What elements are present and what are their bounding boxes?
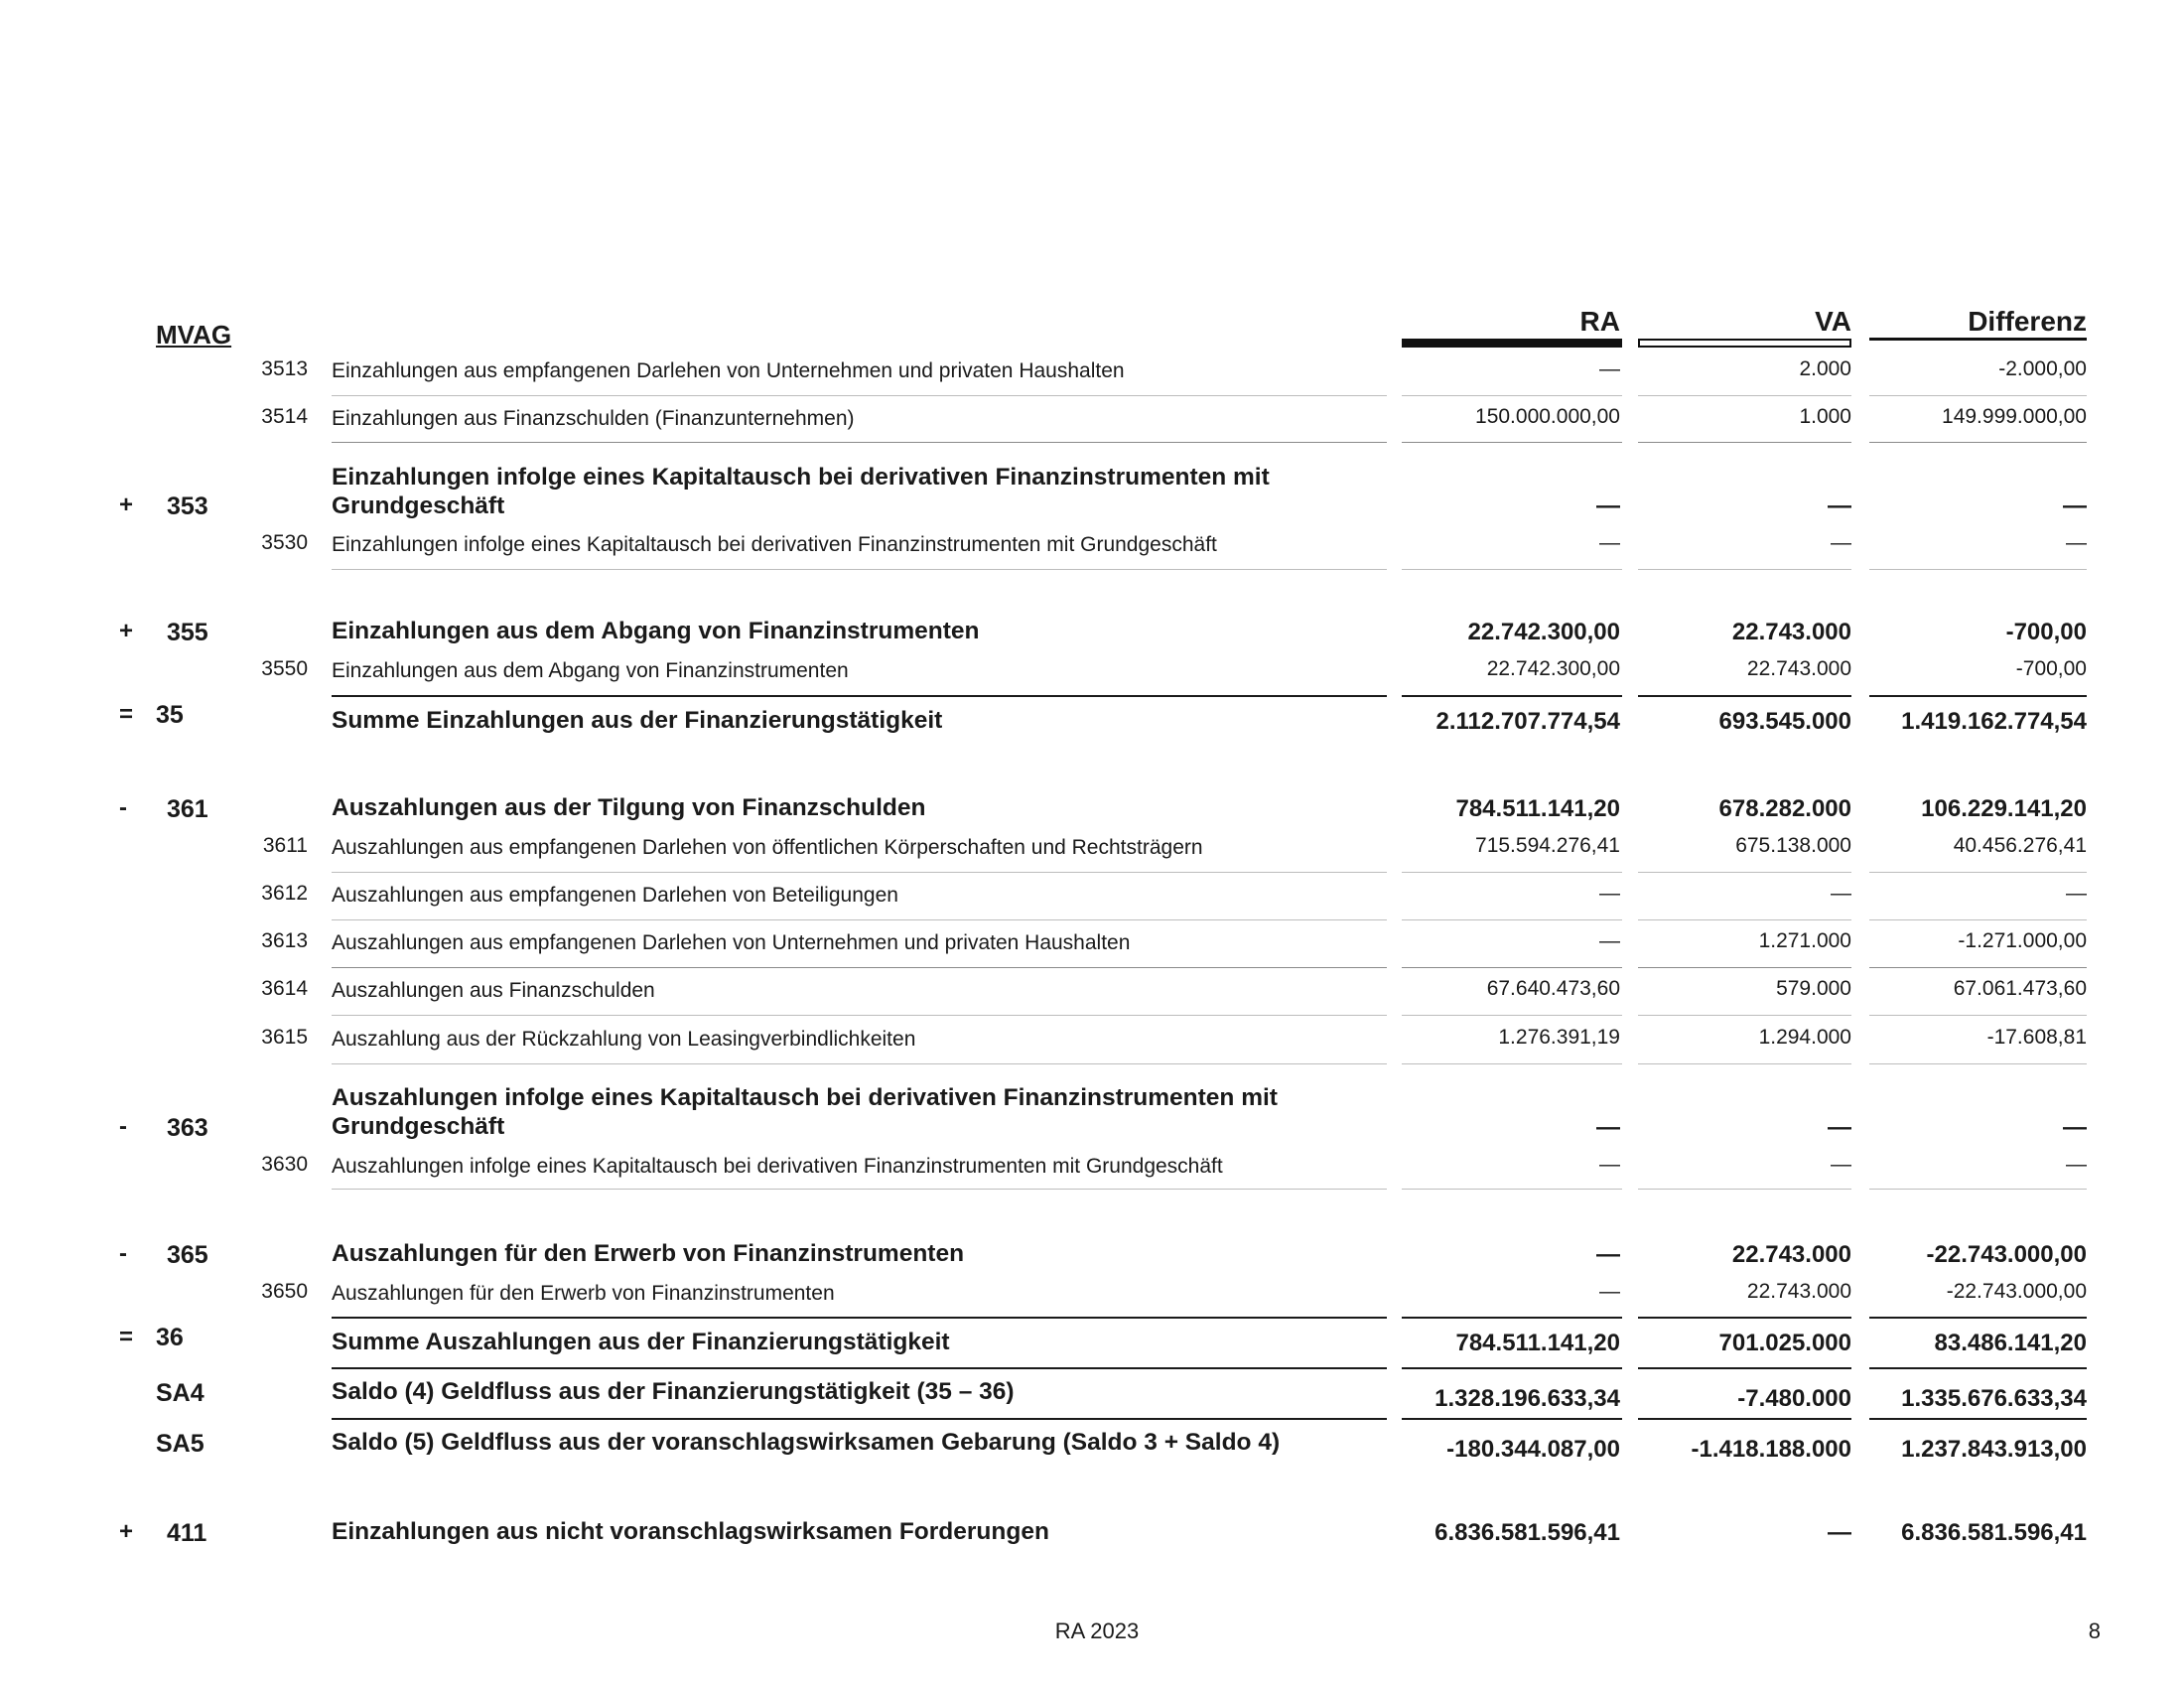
row-va-value: 22.743.000	[1746, 657, 1851, 680]
row-description: Summe Einzahlungen aus der Finanzierungstätigkeit	[332, 707, 943, 734]
row-group-code: 36	[156, 1324, 184, 1351]
row-va-value: -7.480.000	[1737, 1385, 1851, 1412]
row-ra-value: —	[1596, 492, 1620, 519]
row-ra-value: 1.276.391,19	[1498, 1026, 1620, 1049]
row-differenz-value: 149.999.000,00	[1942, 405, 2087, 428]
column-header-differenz: Differenz	[1968, 306, 2087, 337]
row-ra-value: —	[1599, 1280, 1620, 1303]
row-va-value: —	[1828, 1519, 1851, 1546]
row-ra-value: 67.640.473,60	[1486, 977, 1620, 1000]
row-divider	[332, 569, 1387, 570]
row-va-value: 579.000	[1776, 977, 1851, 1000]
row-differenz-value: -22.743.000,00	[1946, 1280, 2087, 1303]
row-ra-value: 1.328.196.633,34	[1434, 1385, 1620, 1412]
row-va-value: —	[1828, 1114, 1851, 1141]
row-differenz-value: -700,00	[2015, 657, 2087, 680]
row-description: Einzahlungen aus empfangenen Darlehen von Unternehmen und privaten Haushalten	[332, 359, 1125, 382]
row-divider	[1869, 919, 2087, 920]
row-va-value: 701.025.000	[1718, 1330, 1851, 1356]
row-va-value: 22.743.000	[1746, 1280, 1851, 1303]
row-divider	[332, 872, 1387, 873]
row-group-code: 411	[167, 1519, 207, 1547]
row-code: 3612	[261, 882, 308, 905]
row-ra-value: —	[1599, 357, 1620, 380]
row-ra-value: —	[1599, 882, 1620, 905]
row-va-value: —	[1831, 531, 1851, 554]
row-ra-value: —	[1596, 1241, 1620, 1268]
row-code: 3650	[261, 1280, 308, 1303]
row-divider	[1638, 1015, 1851, 1016]
row-divider	[1869, 1015, 2087, 1016]
row-group-code: 353	[167, 492, 208, 520]
sum-divider	[1869, 695, 2087, 697]
row-differenz-value: —	[2063, 492, 2087, 519]
row-ra-value: —	[1599, 1153, 1620, 1176]
row-code: 3614	[261, 977, 308, 1000]
row-ra-value: 22.742.300,00	[1486, 657, 1620, 680]
row-va-value: —	[1831, 882, 1851, 905]
row-divider	[1402, 1015, 1622, 1016]
row-description: Auszahlung aus der Rückzahlung von Leasingverbindlichkeiten	[332, 1028, 916, 1051]
row-description: Einzahlungen aus Finanzschulden (Finanzunternehmen)	[332, 407, 855, 430]
row-differenz-value: 1.419.162.774,54	[1901, 708, 2087, 735]
row-description: Auszahlungen aus der Tilgung von Finanzschulden	[332, 794, 926, 821]
row-divider	[1869, 395, 2087, 396]
row-sign: -	[119, 1113, 127, 1140]
row-code: 3630	[261, 1153, 308, 1176]
row-divider	[332, 1189, 1387, 1190]
row-sign: =	[119, 1324, 134, 1350]
footer-document-label: RA 2023	[1054, 1618, 1140, 1643]
row-group-code: 35	[156, 701, 184, 729]
sum-divider	[1869, 1367, 2087, 1369]
row-description: Einzahlungen aus dem Abgang von Finanzinstrumenten	[332, 659, 849, 682]
mvag-header: MVAG	[156, 320, 232, 350]
row-group-code: SA5	[156, 1430, 205, 1458]
row-sign: +	[119, 618, 134, 644]
sum-divider	[1402, 695, 1622, 697]
row-differenz-value: —	[2066, 882, 2087, 905]
row-divider	[1402, 395, 1622, 396]
row-divider	[1402, 1189, 1622, 1190]
row-divider	[332, 919, 1387, 920]
row-ra-value: 784.511.141,20	[1455, 795, 1620, 822]
row-sign: +	[119, 1518, 134, 1545]
row-divider	[1869, 1189, 2087, 1190]
sum-divider	[332, 1317, 1387, 1319]
column-header-ra: RA	[1579, 306, 1620, 337]
row-va-value: —	[1831, 1153, 1851, 1176]
row-differenz-value: -700,00	[2005, 619, 2087, 645]
row-va-value: 678.282.000	[1718, 795, 1851, 822]
row-description: Summe Auszahlungen aus der Finanzierungstätigkeit	[332, 1329, 950, 1355]
row-divider	[1638, 442, 1851, 443]
row-differenz-value: —	[2066, 1153, 2087, 1176]
row-description: Einzahlungen aus dem Abgang von Finanzinstrumenten	[332, 618, 980, 644]
sum-divider	[1869, 1317, 2087, 1319]
row-divider	[1638, 1063, 1851, 1064]
row-description: Einzahlungen infolge eines Kapitaltausch bei derivativen Finanzinstrumenten mit Grundgeschäft	[332, 533, 1217, 556]
row-divider	[1402, 1063, 1622, 1064]
row-divider	[1402, 919, 1622, 920]
row-va-value: 22.743.000	[1731, 619, 1851, 645]
row-divider	[332, 442, 1387, 443]
row-differenz-value: 83.486.141,20	[1934, 1330, 2087, 1356]
row-va-value: 675.138.000	[1735, 834, 1851, 857]
row-code: 3613	[261, 929, 308, 952]
row-code: 3615	[261, 1026, 308, 1049]
row-divider	[1869, 569, 2087, 570]
row-group-code: 361	[167, 795, 208, 823]
row-differenz-value: —	[2063, 1114, 2087, 1141]
row-description: Saldo (4) Geldfluss aus der Finanzierungstätigkeit (35 – 36)	[332, 1378, 1015, 1405]
row-differenz-value: 6.836.581.596,41	[1901, 1519, 2087, 1546]
row-differenz-value: 1.237.843.913,00	[1901, 1436, 2087, 1463]
row-ra-value: 784.511.141,20	[1455, 1330, 1620, 1356]
sum-divider	[1638, 695, 1851, 697]
row-divider	[1869, 967, 2087, 968]
row-divider	[1402, 442, 1622, 443]
row-ra-value: 6.836.581.596,41	[1434, 1519, 1620, 1546]
row-va-value: 1.294.000	[1758, 1026, 1851, 1049]
row-description: Auszahlungen infolge eines Kapitaltausch bei derivativen Finanzinstrumenten mit Grundgeschäft	[332, 1084, 1278, 1140]
row-ra-value: —	[1599, 531, 1620, 554]
row-va-value: —	[1828, 492, 1851, 519]
sum-divider	[1638, 1367, 1851, 1369]
page-number: 8	[2088, 1618, 2101, 1643]
row-code: 3514	[261, 405, 308, 428]
row-divider	[1638, 1189, 1851, 1190]
row-va-value: 1.000	[1799, 405, 1851, 428]
row-code: 3611	[262, 834, 308, 857]
sum-divider	[1638, 1317, 1851, 1319]
sum-divider	[332, 1418, 1387, 1420]
row-sign: -	[119, 1240, 127, 1267]
row-description: Auszahlungen aus empfangenen Darlehen von Beteiligungen	[332, 884, 898, 907]
row-ra-value: 150.000.000,00	[1475, 405, 1620, 428]
row-differenz-value: 106.229.141,20	[1921, 795, 2087, 822]
row-divider	[1869, 1063, 2087, 1064]
row-differenz-value: 1.335.676.633,34	[1901, 1385, 2087, 1412]
row-ra-value: —	[1596, 1114, 1620, 1141]
row-divider	[1638, 569, 1851, 570]
row-code: 3513	[261, 357, 308, 380]
row-divider	[332, 967, 1387, 968]
row-description: Auszahlungen infolge eines Kapitaltausch bei derivativen Finanzinstrumenten mit Grundgeschäft	[332, 1155, 1223, 1178]
differenz-header-bar	[1869, 338, 2087, 341]
row-differenz-value: 67.061.473,60	[1953, 977, 2087, 1000]
row-differenz-value: -1.271.000,00	[1958, 929, 2087, 952]
row-ra-value: 2.112.707.774,54	[1435, 708, 1620, 735]
row-description: Auszahlungen aus empfangenen Darlehen von Unternehmen und privaten Haushalten	[332, 931, 1131, 954]
row-group-code: 365	[167, 1241, 208, 1269]
row-description: Saldo (5) Geldfluss aus der voranschlagswirksamen Gebarung (Saldo 3 + Saldo 4)	[332, 1429, 1281, 1456]
sum-divider	[1638, 1418, 1851, 1420]
sum-divider	[1869, 1418, 2087, 1420]
row-ra-value: —	[1599, 929, 1620, 952]
row-description: Auszahlungen für den Erwerb von Finanzinstrumenten	[332, 1282, 835, 1305]
row-description: Auszahlungen aus Finanzschulden	[332, 979, 655, 1002]
row-va-value: 22.743.000	[1731, 1241, 1851, 1268]
row-sign: =	[119, 701, 134, 728]
row-differenz-value: -22.743.000,00	[1926, 1241, 2087, 1268]
row-divider	[1869, 872, 2087, 873]
sum-divider	[332, 695, 1387, 697]
row-divider	[1638, 919, 1851, 920]
row-code: 3550	[261, 657, 308, 680]
row-ra-value: 22.742.300,00	[1467, 619, 1620, 645]
row-divider	[332, 1063, 1387, 1064]
ra-header-bar	[1402, 339, 1622, 348]
row-description: Einzahlungen aus nicht voranschlagswirksamen Forderungen	[332, 1518, 1049, 1545]
row-description: Auszahlungen aus empfangenen Darlehen von öffentlichen Körperschaften und Rechtsträgern	[332, 836, 1203, 859]
row-sign: -	[119, 794, 127, 821]
row-divider	[1638, 967, 1851, 968]
column-header-va: VA	[1815, 306, 1851, 337]
row-va-value: 693.545.000	[1718, 708, 1851, 735]
row-group-code: 363	[167, 1114, 208, 1142]
row-sign: +	[119, 492, 134, 518]
row-divider	[332, 395, 1387, 396]
sum-divider	[1402, 1418, 1622, 1420]
row-differenz-value: 40.456.276,41	[1953, 834, 2087, 857]
row-divider	[1638, 395, 1851, 396]
row-group-code: SA4	[156, 1379, 205, 1407]
row-ra-value: 715.594.276,41	[1475, 834, 1620, 857]
row-divider	[1869, 442, 2087, 443]
sum-divider	[332, 1367, 1387, 1369]
row-description: Auszahlungen für den Erwerb von Finanzinstrumenten	[332, 1240, 965, 1267]
row-divider	[1402, 872, 1622, 873]
row-differenz-value: -2.000,00	[1998, 357, 2087, 380]
va-header-bar	[1638, 339, 1851, 348]
row-differenz-value: -17.608,81	[1986, 1026, 2087, 1049]
row-va-value: 2.000	[1799, 357, 1851, 380]
row-code: 3530	[261, 531, 308, 554]
row-divider	[1638, 872, 1851, 873]
row-differenz-value: —	[2066, 531, 2087, 554]
row-divider	[1402, 569, 1622, 570]
row-va-value: 1.271.000	[1758, 929, 1851, 952]
row-ra-value: -180.344.087,00	[1446, 1436, 1620, 1463]
row-divider	[332, 1015, 1387, 1016]
row-divider	[1402, 967, 1622, 968]
sum-divider	[1402, 1317, 1622, 1319]
row-description: Einzahlungen infolge eines Kapitaltausch bei derivativen Finanzinstrumenten mit Grundgeschäft	[332, 464, 1270, 519]
row-group-code: 355	[167, 619, 208, 646]
sum-divider	[1402, 1367, 1622, 1369]
row-va-value: -1.418.188.000	[1691, 1436, 1851, 1463]
